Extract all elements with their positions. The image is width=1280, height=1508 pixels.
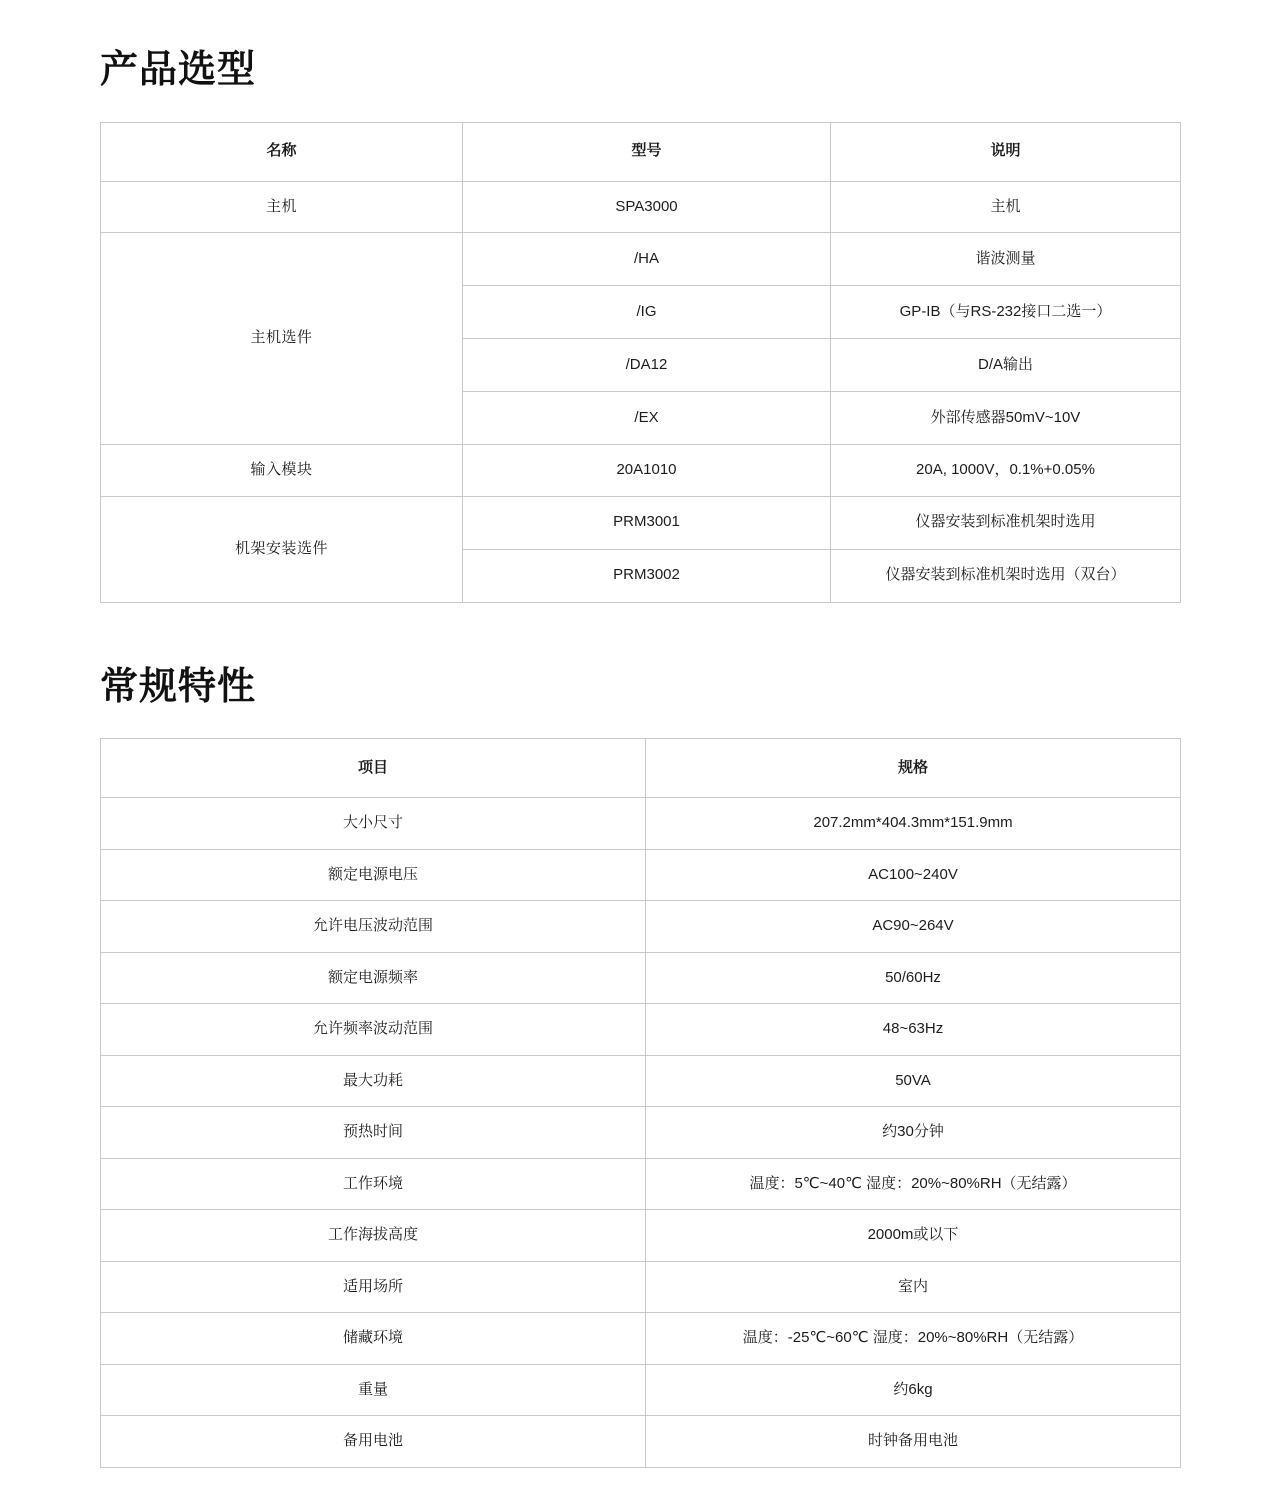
table-row [101,849,1181,901]
cell-description: GP-IB（与RS-232接口二选一） [831,286,1181,339]
cell-model: /HA [463,233,831,286]
product-selection-table [100,122,1181,603]
column-header-model: 型号 [463,122,831,181]
table-row [101,1416,1181,1468]
cell-name: 主机 [101,181,463,233]
cell-item: 允许频率波动范围 [101,1004,646,1056]
column-header-name: 名称 [101,122,463,181]
table-row [101,496,1181,549]
table-row [101,1055,1181,1107]
cell-spec: 约30分钟 [646,1107,1181,1159]
cell-model: SPA3000 [463,181,831,233]
table-row [101,1313,1181,1365]
cell-item: 工作环境 [101,1158,646,1210]
cell-item: 预热时间 [101,1107,646,1159]
column-header-item: 项目 [101,739,646,798]
cell-item: 重量 [101,1364,646,1416]
cell-description: D/A输出 [831,339,1181,392]
table-row [101,798,1181,850]
table-row [101,901,1181,953]
cell-spec: 温度：-25℃~60℃ 湿度：20%~80%RH（无结露） [646,1313,1181,1365]
table-row [101,1364,1181,1416]
cell-item: 额定电源频率 [101,952,646,1004]
cell-spec: 50/60Hz [646,952,1181,1004]
cell-model: 20A1010 [463,445,831,497]
cell-spec: 2000m或以下 [646,1210,1181,1262]
table-row [101,1004,1181,1056]
cell-spec: AC100~240V [646,849,1181,901]
cell-spec: 50VA [646,1055,1181,1107]
cell-item: 最大功耗 [101,1055,646,1107]
cell-item: 大小尺寸 [101,798,646,850]
cell-spec: 约6kg [646,1364,1181,1416]
section-product-selection [100,48,1180,603]
cell-item: 储藏环境 [101,1313,646,1365]
cell-spec: 48~63Hz [646,1004,1181,1056]
column-header-spec: 规格 [646,739,1181,798]
table-row [101,181,1181,233]
page-title-product-selection: 产品选型 [100,49,257,91]
cell-spec: AC90~264V [646,901,1181,953]
cell-spec: 温度：5℃~40℃ 湿度：20%~80%RH（无结露） [646,1158,1181,1210]
cell-item: 额定电源电压 [101,849,646,901]
cell-description: 仪器安装到标准机架时选用（双台） [831,549,1181,602]
cell-spec: 时钟备用电池 [646,1416,1181,1468]
page-title-general-characteristics: 常规特性 [100,665,257,708]
cell-name: 机架安装选件 [101,496,463,602]
column-header-description: 说明 [831,122,1181,181]
cell-model: PRM3001 [463,496,831,549]
table-row [101,233,1181,286]
cell-model: PRM3002 [463,549,831,602]
cell-description: 外部传感器50mV~10V [831,392,1181,445]
cell-spec: 207.2mm*404.3mm*151.9mm [646,798,1181,850]
table-row [101,952,1181,1004]
cell-name: 输入模块 [101,445,463,497]
cell-model: /EX [463,392,831,445]
table-header-row [101,739,1181,798]
table-row [101,1107,1181,1159]
table-row [101,1158,1181,1210]
cell-name: 主机选件 [101,233,463,445]
cell-model: /IG [463,286,831,339]
cell-description: 主机 [831,181,1181,233]
cell-spec: 室内 [646,1261,1181,1313]
table-row [101,1261,1181,1313]
table-row [101,1210,1181,1262]
cell-description: 谐波测量 [831,233,1181,286]
cell-item: 允许电压波动范围 [101,901,646,953]
table-header-row [101,122,1181,181]
general-characteristics-table [100,738,1181,1468]
section-general-characteristics [100,665,1180,1468]
cell-model: /DA12 [463,339,831,392]
cell-item: 适用场所 [101,1261,646,1313]
cell-description: 仪器安装到标准机架时选用 [831,496,1181,549]
cell-description: 20A, 1000V，0.1%+0.05% [831,445,1181,497]
table-row [101,445,1181,497]
cell-item: 备用电池 [101,1416,646,1468]
cell-item: 工作海拔高度 [101,1210,646,1262]
